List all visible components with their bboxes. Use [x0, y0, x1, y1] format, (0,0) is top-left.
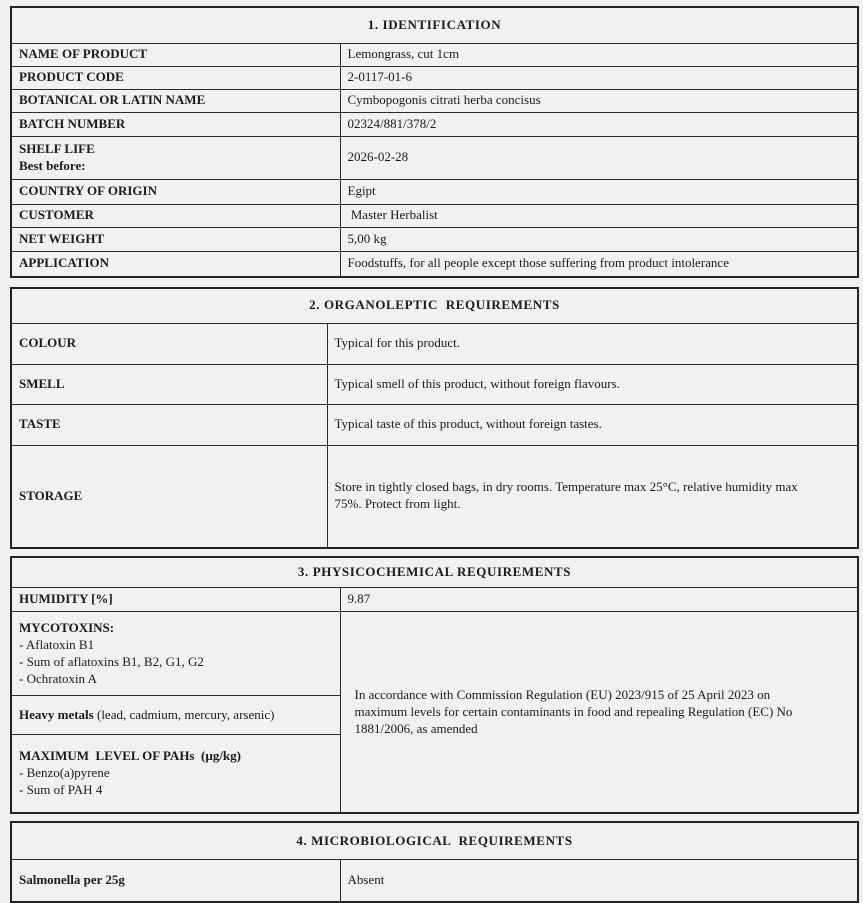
table-row [11, 251, 858, 277]
table-row [11, 204, 858, 227]
heavy-metals-detail: (lead, cadmium, mercury, arsenic) [93, 706, 275, 722]
application-label: APPLICATION [11, 251, 340, 277]
salmonella-value: Absent [340, 860, 858, 902]
shelf-life-label-line1: SHELF LIFE [19, 140, 95, 156]
table-row [11, 66, 858, 89]
taste-value: Typical taste of this product, without foreign tastes. [327, 404, 858, 445]
identification-header-row [11, 7, 858, 43]
organoleptic-header-row [11, 288, 858, 323]
pahs-label: MAXIMUM LEVEL OF PAHs (µg/kg) [19, 748, 241, 764]
regulation-text: In accordance with Commission Regulation (EU) 2023/915 of 25 April 2023 on maximum levels for certain contaminants in food and repealing Regulation (EC) No 1881/2006, as amended [354, 686, 793, 736]
heavy-metals-label: Heavy metals [19, 706, 94, 722]
identification-table [10, 6, 859, 278]
humidity-value: 9.87 [340, 588, 858, 612]
smell-label: SMELL [11, 364, 327, 404]
microbiological-header-row [11, 822, 858, 860]
table-row [11, 43, 858, 66]
country-of-origin-label: COUNTRY OF ORIGIN [11, 179, 340, 204]
table-row [11, 364, 858, 404]
storage-value-text: Store in tightly closed bags, in dry rooms. Temperature max 25°C, relative humidity max 75%. Protect from light. [334, 479, 802, 512]
colour-label: COLOUR [11, 323, 327, 364]
table-row [11, 860, 858, 902]
country-of-origin-value: Egipt [340, 179, 858, 204]
heavy-metals-cell [11, 696, 340, 735]
physicochemical-title: 3. PHYSICOCHEMICAL REQUIREMENTS [11, 557, 858, 588]
name-of-product-value: Lemongrass, cut 1cm [340, 43, 858, 66]
pahs-cell [11, 735, 340, 813]
net-weight-value: 5,00 kg [340, 227, 858, 251]
storage-value [327, 445, 858, 548]
pah-item-benzo-a-pyrene: - Benzo(a)pyrene [19, 765, 110, 781]
table-row [11, 112, 858, 136]
mycotoxin-item-ochratoxin-a: - Ochratoxin A [19, 670, 97, 686]
pah-item-sum-of-pah4: - Sum of PAH 4 [19, 782, 103, 798]
smell-value: Typical smell of this product, without foreign flavours. [327, 364, 858, 404]
microbiological-title: 4. MICROBIOLOGICAL REQUIREMENTS [11, 822, 858, 860]
microbiological-table [10, 821, 859, 903]
shelf-life-label [11, 136, 340, 179]
application-value: Foodstuffs, for all people except those suffering from product intolerance [340, 251, 858, 277]
botanical-name-label: BOTANICAL OR LATIN NAME [11, 89, 340, 112]
batch-number-label: BATCH NUMBER [11, 112, 340, 136]
mycotoxin-item-aflatoxin-b1: - Aflatoxin B1 [19, 636, 95, 652]
physicochemical-header-row [11, 557, 858, 588]
name-of-product-label: NAME OF PRODUCT [11, 43, 340, 66]
table-row [11, 136, 858, 179]
identification-title: 1. IDENTIFICATION [11, 7, 858, 43]
physicochemical-table [10, 556, 859, 814]
customer-value: Master Herbalist [340, 204, 858, 227]
product-code-value: 2-0117-01-6 [340, 66, 858, 89]
salmonella-label: Salmonella per 25g [11, 860, 340, 902]
mycotoxin-item-sum-aflatoxins: - Sum of aflatoxins B1, B2, G1, G2 [19, 653, 204, 669]
table-row [11, 445, 858, 548]
organoleptic-table [10, 287, 859, 549]
taste-label: TASTE [11, 404, 327, 445]
organoleptic-title: 2. ORGANOLEPTIC REQUIREMENTS [11, 288, 858, 323]
shelf-life-label-line2: Best before: [19, 157, 86, 173]
table-row [11, 179, 858, 204]
botanical-name-value: Cymbopogonis citrati herba concisus [340, 89, 858, 112]
regulation-cell [340, 612, 858, 813]
batch-number-value: 02324/881/378/2 [340, 112, 858, 136]
net-weight-label: NET WEIGHT [11, 227, 340, 251]
table-row [11, 323, 858, 364]
colour-value: Typical for this product. [327, 323, 858, 364]
mycotoxins-label: MYCOTOXINS: [19, 620, 115, 636]
table-row [11, 588, 858, 612]
table-row [11, 227, 858, 251]
product-code-label: PRODUCT CODE [11, 66, 340, 89]
customer-label: CUSTOMER [11, 204, 340, 227]
humidity-label: HUMIDITY [%] [11, 588, 340, 612]
table-row [11, 404, 858, 445]
table-row [11, 89, 858, 112]
storage-label: STORAGE [11, 445, 327, 548]
shelf-life-value: 2026-02-28 [340, 136, 858, 179]
table-row [11, 612, 858, 696]
mycotoxins-cell [11, 612, 340, 696]
